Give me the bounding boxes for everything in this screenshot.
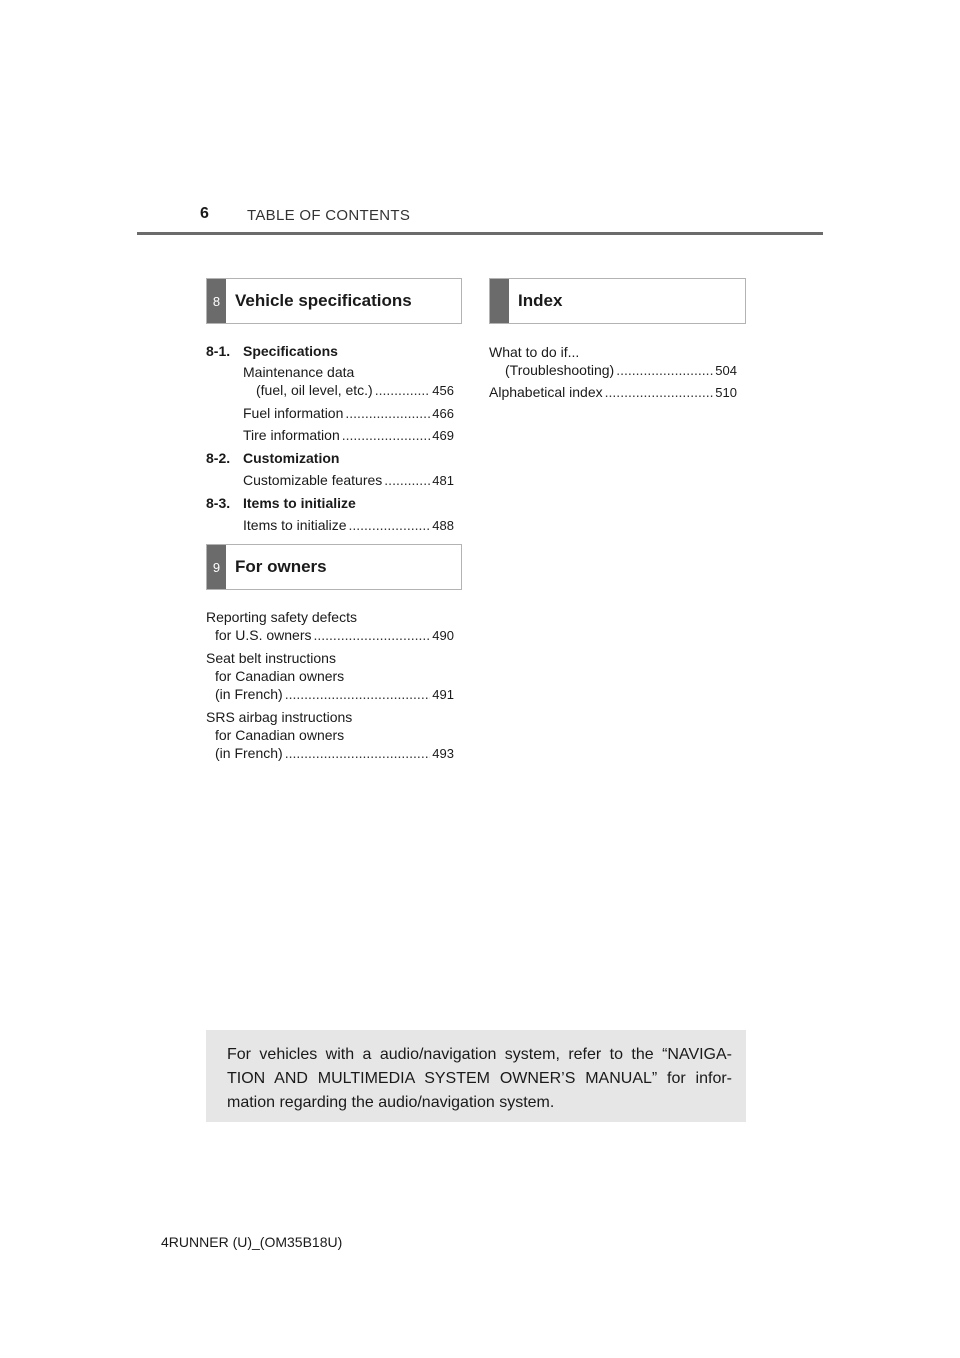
toc-entry-label: (in French) bbox=[215, 745, 283, 761]
toc-page-number: 490 bbox=[432, 628, 454, 643]
toc-entry[interactable] bbox=[243, 516, 454, 535]
dot-leader bbox=[285, 685, 431, 703]
toc-entry[interactable] bbox=[215, 626, 454, 645]
toc-page-number: 466 bbox=[432, 406, 454, 421]
header-rule bbox=[137, 232, 823, 235]
toc-entry[interactable] bbox=[243, 426, 454, 445]
navigation-system-note: For vehicles with a audio/navigation system, refer to the “NAVIGA-TION AND MULTIMEDIA SYSTEM OWNER’S MANUAL” for infor-mation regarding the audio/navigation system. bbox=[206, 1030, 746, 1122]
section-title: Vehicle specifications bbox=[235, 291, 412, 310]
toc-index bbox=[489, 343, 737, 403]
section-number-tab: 9 bbox=[207, 545, 226, 589]
chapter-title: Customization bbox=[243, 450, 340, 466]
toc-entry-line: for Canadian owners bbox=[215, 668, 345, 684]
toc-entry-line: Maintenance data bbox=[243, 364, 355, 380]
section-header-index bbox=[489, 278, 746, 324]
dot-leader bbox=[384, 471, 430, 489]
dot-leader bbox=[616, 361, 713, 379]
toc-entry-line: Seat belt instructions bbox=[206, 650, 336, 666]
toc-entry-line: Reporting safety defects bbox=[206, 609, 357, 625]
toc-entry-line: for Canadian owners bbox=[215, 727, 345, 743]
toc-entry-line: SRS airbag instructions bbox=[206, 709, 353, 725]
toc-entry-label: for U.S. owners bbox=[215, 627, 312, 643]
toc-entry[interactable] bbox=[215, 744, 454, 763]
toc-page-number: 481 bbox=[432, 473, 454, 488]
toc-entry-label: Customizable features bbox=[243, 472, 383, 488]
toc-page-number: 456 bbox=[432, 383, 454, 398]
toc-entry-label: Alphabetical index bbox=[489, 384, 603, 400]
section-header-for-owners bbox=[206, 544, 462, 590]
toc-entry[interactable] bbox=[243, 471, 454, 490]
header-title: TABLE OF CONTENTS bbox=[247, 207, 411, 224]
dot-leader bbox=[345, 404, 430, 422]
section-header-vehicle-specifications bbox=[206, 278, 462, 324]
toc-entry-line: What to do if... bbox=[489, 344, 580, 360]
toc-entry[interactable] bbox=[215, 685, 454, 704]
toc-page-number: 504 bbox=[715, 363, 737, 378]
section-number-tab: 8 bbox=[207, 279, 226, 323]
chapter-heading bbox=[206, 494, 356, 512]
toc-entry-label: Items to initialize bbox=[243, 517, 347, 533]
toc-entry[interactable] bbox=[505, 361, 737, 380]
chapter-number: 8-3. bbox=[206, 495, 231, 511]
toc-page-number: 510 bbox=[715, 385, 737, 400]
page-number: 6 bbox=[200, 205, 209, 222]
toc-entry-label: Fuel information bbox=[243, 405, 344, 421]
chapter-number: 8-2. bbox=[206, 450, 231, 466]
dot-leader bbox=[605, 383, 714, 401]
section-title: Index bbox=[518, 291, 563, 310]
toc-page-number: 469 bbox=[432, 428, 454, 443]
toc-entry-label: (Troubleshooting) bbox=[505, 362, 615, 378]
dot-leader bbox=[313, 626, 430, 644]
dot-leader bbox=[348, 516, 430, 534]
footer-model-code: 4RUNNER (U)_(OM35B18U) bbox=[161, 1234, 343, 1250]
dot-leader bbox=[342, 426, 431, 444]
chapter-heading bbox=[206, 342, 338, 360]
toc-for-owners bbox=[206, 608, 454, 768]
chapter-number: 8-1. bbox=[206, 343, 231, 359]
chapter-heading bbox=[206, 449, 339, 467]
chapter-title: Specifications bbox=[243, 343, 338, 359]
toc-entry[interactable] bbox=[256, 381, 454, 400]
toc-entry-label: (in French) bbox=[215, 686, 283, 702]
toc-page-number: 491 bbox=[432, 687, 454, 702]
toc-page-number: 493 bbox=[432, 746, 454, 761]
toc-vehicle-specifications bbox=[206, 342, 454, 542]
dot-leader bbox=[375, 381, 431, 399]
chapter-title: Items to initialize bbox=[243, 495, 356, 511]
toc-entry-label: Tire information bbox=[243, 427, 340, 443]
section-tab bbox=[490, 279, 509, 323]
toc-entry[interactable] bbox=[489, 383, 737, 402]
dot-leader bbox=[285, 744, 431, 762]
section-title: For owners bbox=[235, 557, 327, 576]
toc-entry-label: (fuel, oil level, etc.) bbox=[256, 382, 373, 398]
toc-page-number: 488 bbox=[432, 518, 454, 533]
toc-entry[interactable] bbox=[243, 404, 454, 423]
